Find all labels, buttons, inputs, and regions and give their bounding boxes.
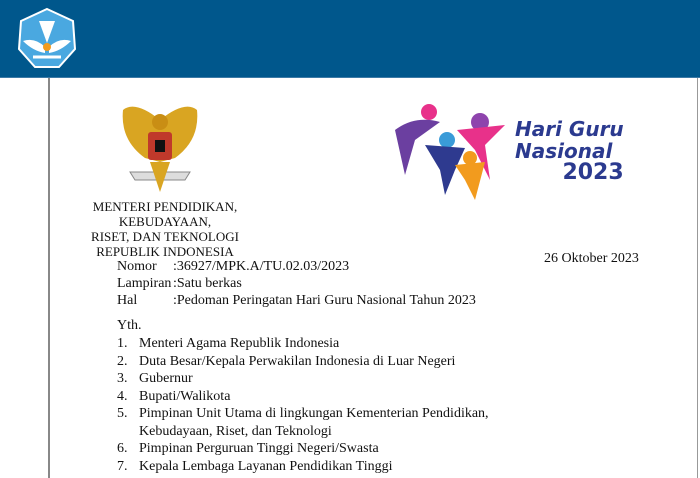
wordmark-line2: Nasional	[515, 139, 613, 163]
garuda-emblem-icon	[115, 100, 205, 195]
meta-label: Nomor	[117, 259, 157, 274]
meta-row	[117, 258, 476, 275]
letterhead-line: REPUBLIK INDONESIA	[96, 244, 234, 259]
meta-label: Hal	[117, 293, 138, 308]
item-text: Duta Besar/Kepala Perwakilan Indonesia di Luar Negeri	[139, 353, 456, 369]
header-bar	[0, 0, 700, 78]
item-text: Pimpinan Perguruan Tinggi Negeri/Swasta	[139, 441, 379, 456]
kemendikbud-logo-icon	[15, 7, 79, 71]
list-item	[117, 335, 539, 353]
letter-date: 26 Oktober 2023	[544, 251, 639, 266]
meta-label: Lampiran	[117, 276, 172, 291]
hari-guru-wordmark	[515, 118, 624, 184]
meta-value: Satu berkas	[176, 276, 242, 291]
meta-sep: :	[173, 293, 177, 308]
list-item	[117, 405, 539, 440]
wordmark-line1: Hari Guru	[515, 117, 624, 141]
meta-sep: :	[173, 259, 177, 274]
recipient-list	[117, 335, 539, 475]
item-number: 7.	[117, 458, 128, 474]
list-item	[117, 353, 539, 371]
meta-row	[117, 275, 476, 292]
letter-meta	[117, 258, 476, 309]
list-item	[117, 440, 539, 458]
list-item	[117, 370, 539, 388]
item-number: 2.	[117, 353, 128, 369]
item-number: 6.	[117, 441, 128, 456]
meta-sep: :	[173, 276, 177, 291]
item-number: 5.	[117, 406, 128, 421]
list-item	[117, 458, 539, 476]
letterhead-line: RISET, DAN TEKNOLOGI	[91, 229, 239, 244]
item-text: Pimpinan Unit Utama di lingkungan Kementerian Pendidikan, Kebudayaan, Riset, dan Teknologi	[139, 406, 489, 439]
item-text: Kepala Lembaga Layanan Pendidikan Tinggi	[139, 458, 393, 474]
item-number: 3.	[117, 371, 128, 386]
item-text: Bupati/Walikota	[139, 388, 231, 404]
letterhead-line: MENTERI PENDIDIKAN, KEBUDAYAAN,	[92, 199, 238, 229]
ministry-letterhead	[60, 199, 270, 259]
salutation: Yth.	[117, 318, 142, 333]
meta-value: Pedoman Peringatan Hari Guru Nasional Tahun 2023	[176, 293, 476, 308]
item-number: 4.	[117, 388, 128, 404]
item-number: 1.	[117, 336, 128, 351]
item-text: Gubernur	[139, 371, 193, 386]
list-item	[117, 388, 539, 406]
wordmark-year: 2023	[562, 160, 624, 185]
item-text: Menteri Agama Republik Indonesia	[139, 336, 340, 351]
meta-row	[117, 292, 476, 309]
meta-value: 36927/MPK.A/TU.02.03/2023	[176, 259, 350, 274]
